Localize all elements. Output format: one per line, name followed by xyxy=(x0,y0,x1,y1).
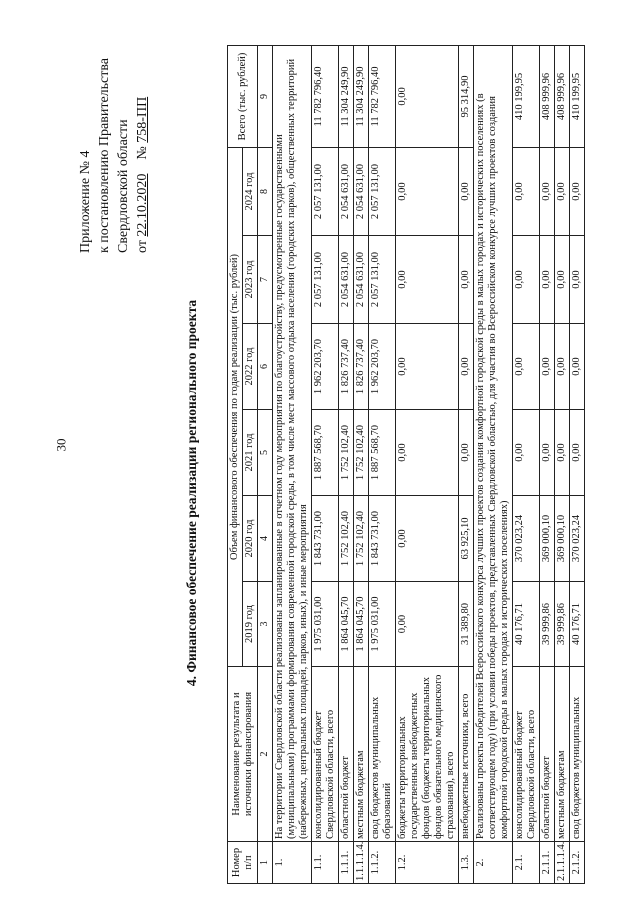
section-title: 4. Финансовое обеспечение реализации регионального проекта xyxy=(184,299,199,687)
section-text: На территории Свердловской области реализованы запланированные в отчетном году мероприятия по благоустройству, предусмотренные государственными (муниципальными) программами формирования современной городской среды, в том числе мест массового отдыха населения (городских парков), общественных территорий (набережных, центральных площадей, парков, иных), и иные мероприятия xyxy=(273,45,312,841)
date-prefix: от xyxy=(135,240,150,253)
row-value: 1 864 045,70 xyxy=(339,582,354,667)
table-row xyxy=(339,45,354,883)
header-year: 2019 год xyxy=(243,582,258,667)
row-name: областной бюджет xyxy=(540,667,555,842)
row-name: свод бюджетов муниципальных xyxy=(570,667,585,842)
appendix-line-1: Приложение № 4 xyxy=(78,150,93,253)
table-row xyxy=(459,45,474,883)
column-index: 1 xyxy=(258,842,273,884)
row-value: 0,00 xyxy=(396,324,459,410)
table-row xyxy=(369,45,396,883)
row-name: областной бюджет xyxy=(339,667,354,842)
row-value: 0,00 xyxy=(396,410,459,496)
row-value: 370 023,24 xyxy=(513,496,540,582)
row-value: 2 057 131,00 xyxy=(312,147,339,235)
row-value: 408 999,96 xyxy=(540,45,555,147)
row-value: 0,00 xyxy=(513,147,540,235)
row-name: внебюджетные источники, всего xyxy=(459,667,474,842)
appendix-block xyxy=(76,43,152,253)
row-value: 2 054 631,00 xyxy=(339,147,354,235)
row-value: 410 199,95 xyxy=(513,45,540,147)
table-row xyxy=(396,45,459,883)
row-value: 0,00 xyxy=(459,147,474,235)
row-number: 2.1.1. xyxy=(540,842,555,884)
row-value: 0,00 xyxy=(540,236,555,324)
row-number: 2.1.1.1.4. xyxy=(555,842,570,884)
row-value: 0,00 xyxy=(540,410,555,496)
appendix-line-3: Свердловской области xyxy=(116,119,131,253)
row-value: 0,00 xyxy=(396,582,459,667)
decree-number: 758-ПП xyxy=(135,96,150,143)
row-value: 0,00 xyxy=(570,324,585,410)
row-value: 11 782 796,40 xyxy=(369,45,396,147)
row-value: 0,00 xyxy=(396,147,459,235)
column-index: 2 xyxy=(258,667,273,842)
row-value: 0,00 xyxy=(540,147,555,235)
row-value: 39 999,86 xyxy=(540,582,555,667)
row-value: 0,00 xyxy=(555,236,570,324)
row-value: 1 752 102,40 xyxy=(354,410,369,496)
row-number: 1. xyxy=(273,842,312,884)
section-row xyxy=(273,45,312,883)
row-value: 0,00 xyxy=(396,45,459,147)
row-name: консолидированный бюджет Свердловской области, всего xyxy=(513,667,540,842)
header-number: Номер п/п xyxy=(228,842,258,884)
header-year: 2023 год xyxy=(243,236,258,324)
row-value: 0,00 xyxy=(396,496,459,582)
row-value: 1 962 203,70 xyxy=(369,324,396,410)
row-value: 369 000,10 xyxy=(555,496,570,582)
page-number: 30 xyxy=(53,438,69,452)
table-row xyxy=(540,45,555,883)
row-value: 1 826 737,40 xyxy=(354,324,369,410)
row-value: 369 000,10 xyxy=(540,496,555,582)
row-value: 0,00 xyxy=(570,236,585,324)
column-index: 6 xyxy=(258,324,273,410)
row-value: 1 752 102,40 xyxy=(339,496,354,582)
row-value: 0,00 xyxy=(570,410,585,496)
row-value: 2 057 131,00 xyxy=(369,147,396,235)
row-number: 2. xyxy=(474,842,513,884)
row-value: 2 054 631,00 xyxy=(354,236,369,324)
row-value: 1 975 031,00 xyxy=(369,582,396,667)
column-index: 4 xyxy=(258,496,273,582)
row-value: 1 887 568,70 xyxy=(369,410,396,496)
column-index: 7 xyxy=(258,236,273,324)
row-value: 1 752 102,40 xyxy=(354,496,369,582)
row-value: 1 843 731,00 xyxy=(312,496,339,582)
row-value: 0,00 xyxy=(540,324,555,410)
row-value: 408 999,96 xyxy=(555,45,570,147)
row-value: 63 925,10 xyxy=(459,496,474,582)
row-number: 1.2. xyxy=(396,842,459,884)
row-value: 95 314,90 xyxy=(459,45,474,147)
header-year: 2020 год xyxy=(243,496,258,582)
row-value: 1 826 737,40 xyxy=(339,324,354,410)
row-value: 11 782 796,40 xyxy=(312,45,339,147)
row-value: 0,00 xyxy=(513,410,540,496)
row-value: 1 864 045,70 xyxy=(354,582,369,667)
number-sign: № xyxy=(135,146,150,160)
header-name: Наименование результата и источники финансирования xyxy=(228,667,258,842)
row-number: 1.1.1.1.4. xyxy=(354,842,369,884)
table-row xyxy=(354,45,369,883)
row-value: 0,00 xyxy=(459,324,474,410)
row-value: 2 054 631,00 xyxy=(339,236,354,324)
row-value: 40 176,71 xyxy=(513,582,540,667)
appendix-line-4 xyxy=(133,43,152,253)
row-value: 40 176,71 xyxy=(570,582,585,667)
row-value: 0,00 xyxy=(459,236,474,324)
financing-table xyxy=(227,45,585,884)
column-index: 3 xyxy=(258,582,273,667)
row-name: свод бюджетов муниципальных образований xyxy=(369,667,396,842)
header-year: 2021 год xyxy=(243,410,258,496)
row-number: 1.3. xyxy=(459,842,474,884)
row-value: 1 752 102,40 xyxy=(339,410,354,496)
row-number: 1.1. xyxy=(312,842,339,884)
column-index: 8 xyxy=(258,147,273,235)
row-value: 11 304 249,90 xyxy=(339,45,354,147)
row-value: 11 304 249,90 xyxy=(354,45,369,147)
row-value: 410 199,95 xyxy=(570,45,585,147)
row-value: 0,00 xyxy=(459,410,474,496)
rotated-page-content xyxy=(62,33,622,893)
row-value: 370 023,24 xyxy=(570,496,585,582)
row-value: 0,00 xyxy=(555,410,570,496)
row-name: местным бюджетам xyxy=(555,667,570,842)
row-number: 2.1.2. xyxy=(570,842,585,884)
row-value: 2 057 131,00 xyxy=(369,236,396,324)
row-value: 1 962 203,70 xyxy=(312,324,339,410)
row-number: 1.1.2. xyxy=(369,842,396,884)
table-row xyxy=(555,45,570,883)
decree-date: 22.10.2020 xyxy=(135,173,150,237)
header-total: Всего (тыс. рублей) xyxy=(228,45,258,147)
row-value: 0,00 xyxy=(570,147,585,235)
table-row xyxy=(312,45,339,883)
section-row xyxy=(474,45,513,883)
row-value: 1 975 031,00 xyxy=(312,582,339,667)
header-year: 2022 год xyxy=(243,324,258,410)
row-value: 39 999,86 xyxy=(555,582,570,667)
table-row xyxy=(513,45,540,883)
row-value: 31 389,80 xyxy=(459,582,474,667)
row-value: 1 843 731,00 xyxy=(369,496,396,582)
column-index-row xyxy=(258,45,273,883)
row-name: местным бюджетам xyxy=(354,667,369,842)
column-index: 9 xyxy=(258,45,273,147)
row-value: 0,00 xyxy=(513,324,540,410)
table-row xyxy=(570,45,585,883)
row-value: 0,00 xyxy=(555,147,570,235)
row-name: консолидированный бюджет Свердловской области, всего xyxy=(312,667,339,842)
section-text: Реализованы проекты победителей Всероссийского конкурса лучших проектов создания комфортной городской среды в малых городах и исторических поселениях (в соответствующем году) (при условии победы проектов, представленных Свердловской областью, для участия во Всероссийском конкурсе лучших проектов создания комфортной городской среды в малых городах и исторических поселениях) xyxy=(474,45,513,841)
table-body xyxy=(273,45,585,883)
row-value: 0,00 xyxy=(396,236,459,324)
row-number: 2.1. xyxy=(513,842,540,884)
row-value: 0,00 xyxy=(513,236,540,324)
appendix-line-2: к постановлению Правительства xyxy=(97,57,112,253)
row-number: 1.1.1. xyxy=(339,842,354,884)
header-volume: Объем финансового обеспечения по годам реализации (тыс. рублей) xyxy=(228,147,243,666)
row-value: 0,00 xyxy=(555,324,570,410)
row-value: 2 057 131,00 xyxy=(312,236,339,324)
header-year: 2024 год xyxy=(243,147,258,235)
row-name: бюджеты территориальных государственных внебюджетных фондов (бюджеты территориальных фондов обязательного медицинского страхования), всего xyxy=(396,667,459,842)
column-index: 5 xyxy=(258,410,273,496)
row-value: 1 887 568,70 xyxy=(312,410,339,496)
row-value: 2 054 631,00 xyxy=(354,147,369,235)
